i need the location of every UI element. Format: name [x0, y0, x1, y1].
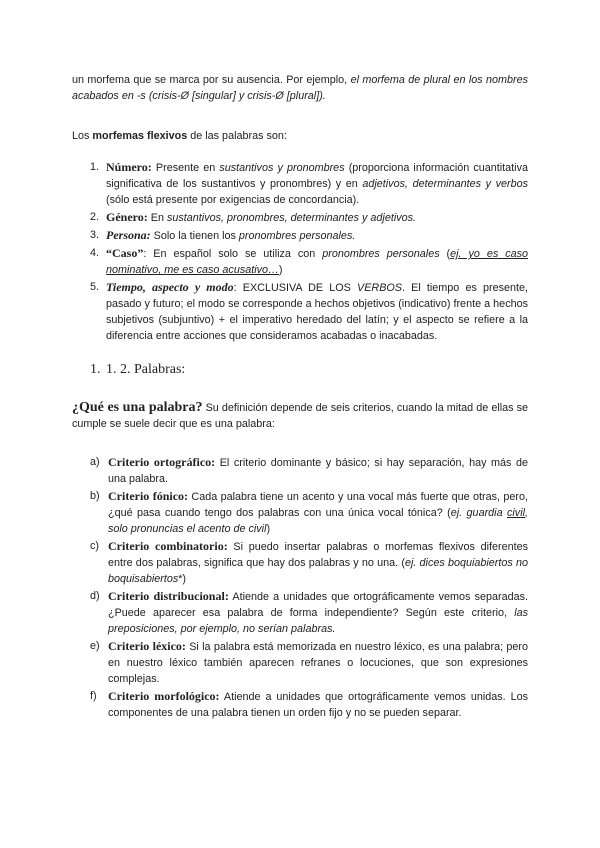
- criterion-heading: Criterio léxico:: [108, 639, 186, 653]
- item-text: Presente en: [151, 162, 220, 174]
- criterion-text: Cada palabra tiene un acento y una vocal más fuerte que otras, pero, ¿qué pasa cuando tengo dos palabras con una única vocal tónica? (: [108, 491, 528, 519]
- question-text: Su definición depende de seis criterios, cuando la mitad de ellas se cumple se suele decir que es una palabra:: [72, 402, 528, 430]
- section-marker: 1.: [90, 362, 101, 377]
- item-text: En: [147, 212, 167, 224]
- intro-example: el morfema de plural en los nombres acabados en -s (crisis-Ø [singular] y crisis-Ø [plural]).: [72, 74, 529, 102]
- criterion-text: Si puedo insertar palabras o morfemas flexivos diferentes entre dos palabras, significa que hay dos palabras y no una. (: [108, 541, 528, 569]
- flexivos-intro: [72, 128, 528, 144]
- flexivos-list: [72, 159, 528, 344]
- question-heading: ¿Qué es una palabra?: [72, 400, 203, 415]
- intro-text: un morfema que se marca por su ausencia. Por ejemplo,: [72, 74, 351, 86]
- list-marker: e): [90, 640, 100, 652]
- list-marker: 4.: [90, 247, 100, 259]
- item-text: Solo la tienen los: [150, 230, 239, 242]
- criterion-text: Atiende a unidades que ortográficamente vemos unidas. Los componentes de una palabra tienen un orden fijo y no se pueden separar.: [108, 691, 528, 719]
- criterion-italic: , solo pronuncias el acento de civil: [108, 507, 528, 535]
- flexivos-bold: morfemas flexivos: [92, 130, 188, 142]
- item-text: : EXCLUSIVA DE LOS: [233, 282, 357, 294]
- list-marker: 3.: [90, 229, 100, 241]
- criterion-combinatorio: [72, 538, 528, 587]
- item-heading: Género:: [106, 210, 148, 224]
- criteria-list: [72, 454, 528, 721]
- item-heading: “Caso”: [106, 246, 144, 260]
- criterion-text: El criterio dominante y básico; si hay separación, hay más de una palabra.: [108, 457, 528, 485]
- item-text: (sólo está presente por exigencias de concordancia).: [106, 194, 360, 206]
- criterion-text: Si la palabra está memorizada en nuestro léxico, es una palabra; pero en nuestro léxico también aparecen refranes o locuciones, que son expresiones complejas.: [108, 641, 529, 685]
- list-marker: 1.: [90, 161, 100, 173]
- criterion-heading: Criterio distribucional:: [108, 589, 229, 603]
- list-marker: 2.: [90, 211, 100, 223]
- item-text: (proporciona información cuantitativa significativa de los sustantivos y pronombres) y en: [106, 162, 528, 190]
- criterion-text: ): [266, 523, 271, 535]
- section-title: 1. 2. Palabras:: [106, 362, 186, 377]
- criterion-italic: ej. guardia: [450, 507, 507, 519]
- criterion-italic: las preposiciones, por ejemplo, no serían palabras.: [108, 607, 528, 635]
- item-italic: sustantivos y pronombres: [219, 162, 345, 174]
- criterion-heading: Criterio morfológico:: [108, 689, 220, 703]
- list-marker: a): [90, 456, 100, 468]
- criterion-text: Atiende a unidades que ortográficamente vemos separadas. ¿Puede aparecer esa palabra de forma independiente? Según este criterio,: [108, 591, 528, 619]
- list-marker: c): [90, 540, 99, 552]
- item-italic: adjetivos, determinantes y verbos: [362, 178, 528, 190]
- item-text: (: [439, 248, 451, 260]
- item-italic: pronombres personales.: [238, 230, 356, 242]
- item-italic: sustantivos, pronombres, determinantes y adjetivos.: [166, 212, 417, 224]
- item-heading: Tiempo, aspecto y modo: [106, 280, 234, 294]
- item-heading: Persona:: [106, 228, 151, 242]
- criterion-morfologico: [72, 688, 528, 721]
- list-item-tiempo: [72, 279, 528, 344]
- criterion-ortografico: [72, 454, 528, 487]
- item-italic: VERBOS: [357, 282, 403, 294]
- criterion-lexico: [72, 638, 528, 687]
- list-marker: f): [90, 690, 97, 702]
- flexivos-rest: de las palabras son:: [187, 130, 287, 142]
- item-example-link: ej. yo es caso nominativo, me es caso acusativo…: [106, 248, 529, 276]
- list-item-persona: [72, 227, 528, 244]
- item-italic: pronombres personales: [322, 248, 440, 260]
- section-heading: [72, 362, 528, 378]
- list-marker: 5.: [90, 281, 100, 293]
- criterion-heading: Criterio fónico:: [108, 489, 189, 503]
- flexivos-lead: Los: [72, 130, 93, 142]
- question-paragraph: [72, 400, 528, 432]
- list-item-genero: [72, 209, 528, 226]
- item-text: . El tiempo es presente, pasado y futuro; el modo se corresponde a hechos objetivos (indicativo) frente a hechos subjetivos (subjuntivo) + el imperativo heredado del latín; y el aspecto se refiere a la diferencia entre acciones que consideramos acabadas o inacabadas.: [106, 282, 528, 342]
- list-item-caso: [72, 245, 528, 278]
- list-item-numero: [72, 159, 528, 208]
- list-marker: d): [90, 590, 100, 602]
- criterion-heading: Criterio combinatorio:: [108, 539, 228, 553]
- list-marker: b): [90, 490, 100, 502]
- item-text: : En español solo se utiliza con: [143, 248, 323, 260]
- item-text: ): [278, 264, 283, 276]
- criterion-distribucional: [72, 588, 528, 637]
- criterion-fonico: [72, 488, 528, 537]
- criterion-italic: ej. dices boquiabiertos no boquisabiertos: [108, 557, 528, 585]
- item-heading: Número:: [106, 160, 152, 174]
- criterion-text: *): [178, 573, 187, 585]
- criterion-underlined: civil: [507, 507, 525, 519]
- criterion-heading: Criterio ortográfico:: [108, 455, 216, 469]
- document-page: [72, 72, 528, 722]
- intro-paragraph: [72, 72, 528, 104]
